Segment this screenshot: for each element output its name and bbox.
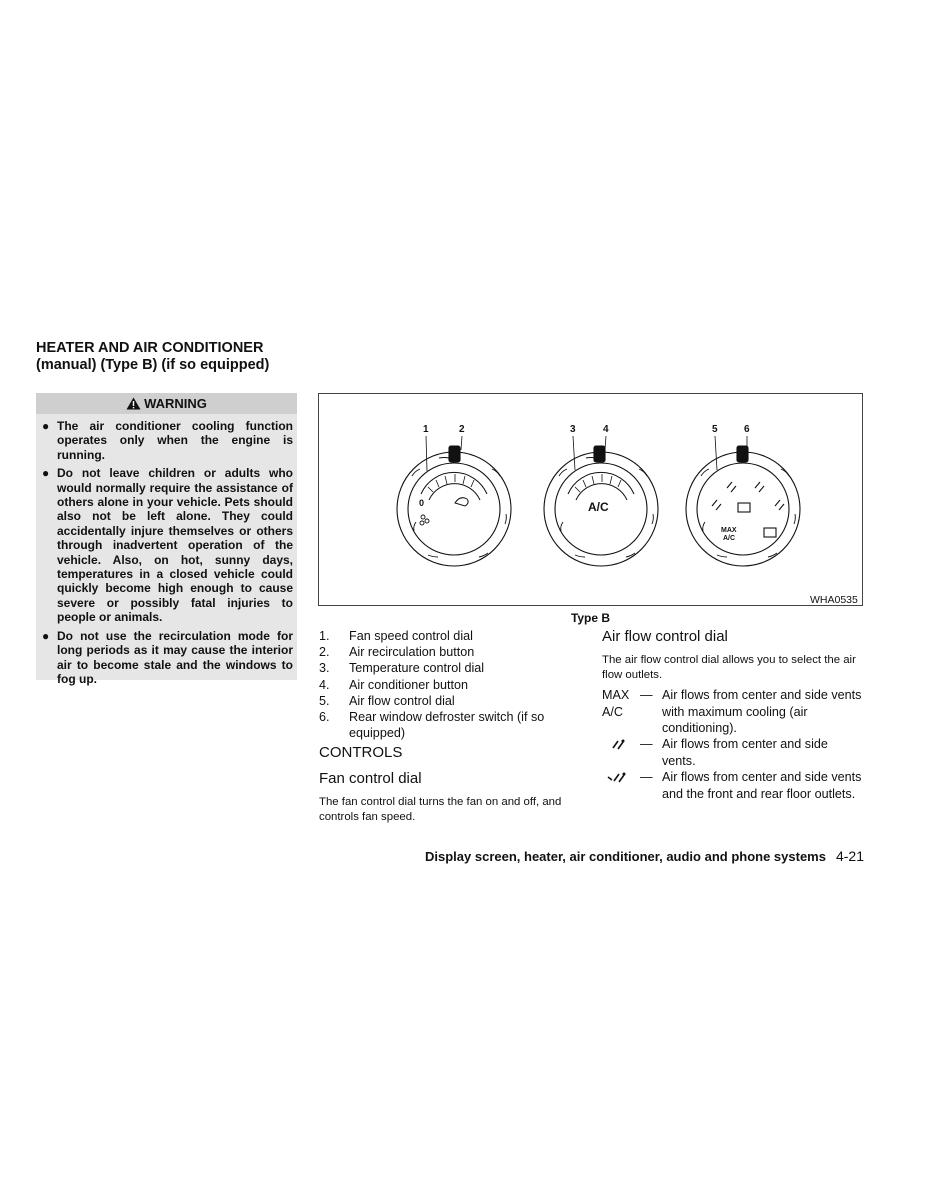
page-number: 4-21: [835, 848, 864, 864]
max-ac-label: A/C: [723, 535, 736, 542]
parts-list: [319, 628, 581, 741]
vent-face-icon: [610, 738, 626, 755]
section-heading-line2: (manual) (Type B) (if so equipped): [36, 357, 270, 373]
rear-defroster-switch[interactable]: [737, 446, 748, 462]
warning-triangle-icon: [126, 395, 141, 416]
airflow-heading: Air flow control dial: [602, 628, 728, 645]
vent-face-icon: [712, 500, 721, 510]
figure-type-label: Type B: [570, 611, 611, 625]
max-label: MAX: [721, 527, 737, 534]
control-panel-figure: [318, 393, 863, 606]
fan-control-heading: Fan control dial: [319, 770, 422, 787]
callout-1: 1: [423, 424, 429, 435]
vent-face-floor-icon: [607, 771, 627, 788]
list-item: 3. Temperature control dial: [319, 661, 485, 676]
callout-4: 4: [603, 424, 609, 435]
temperature-dial[interactable]: [544, 446, 658, 566]
warning-item: ● The air conditioner cooling function operates only when the engine is running.: [42, 419, 293, 462]
list-item: 1. Fan speed control dial: [319, 629, 473, 643]
figure-code: WHA0535: [810, 594, 858, 606]
warning-item: ● Do not leave children or adults who would normally require the assistance of others alone in your vehicle. Pets should also not be left alone. They could accidentally injure themselves or others through inadvertent operation of the vehicle. Also, on hot, sunny days, temperatures in a closed vehicle could quickly become high enough to cause severe or possibly fatal injuries to people or animals.: [42, 466, 293, 625]
section-heading-line1: HEATER AND AIR CONDITIONER: [36, 340, 264, 356]
warning-list: [36, 414, 297, 686]
callout-3: 3: [570, 424, 576, 435]
footer-title: Display screen, heater, air conditioner, audio and phone systems: [425, 849, 826, 864]
recirculation-button[interactable]: [449, 446, 460, 462]
callout-6: 6: [744, 424, 750, 435]
ac-label: A/C: [588, 500, 609, 514]
page-footer: [380, 848, 864, 864]
list-item: 4. Air conditioner button: [319, 677, 469, 692]
ac-button[interactable]: [594, 446, 605, 462]
list-item: 5. Air flow control dial: [319, 693, 455, 708]
callout-5: 5: [712, 424, 718, 435]
control-panel-illustration: [319, 394, 862, 605]
list-item: 2. Air recirculation button: [319, 645, 475, 660]
warning-box: [36, 393, 297, 686]
airflow-intro: The air flow control dial allows you to select the air flow outlets.: [602, 654, 856, 682]
warning-header: [36, 393, 297, 414]
section-heading: [36, 340, 269, 374]
warning-item: ● Do not use the recirculation mode for long periods as it may cause the interior air to become stale and the windows to fog up.: [42, 628, 293, 686]
fan-speed-dial[interactable]: [397, 446, 511, 566]
warning-title: WARNING: [144, 396, 207, 411]
callout-2: 2: [459, 424, 465, 435]
list-item: 6. Rear window defroster switch (if so equipped): [319, 710, 545, 741]
air-flow-dial[interactable]: [686, 446, 800, 566]
fan-zero-label: 0: [419, 498, 425, 508]
fan-control-text: The fan control dial turns the fan on and off, and controls fan speed.: [319, 796, 562, 824]
controls-heading: CONTROLS: [319, 744, 403, 761]
